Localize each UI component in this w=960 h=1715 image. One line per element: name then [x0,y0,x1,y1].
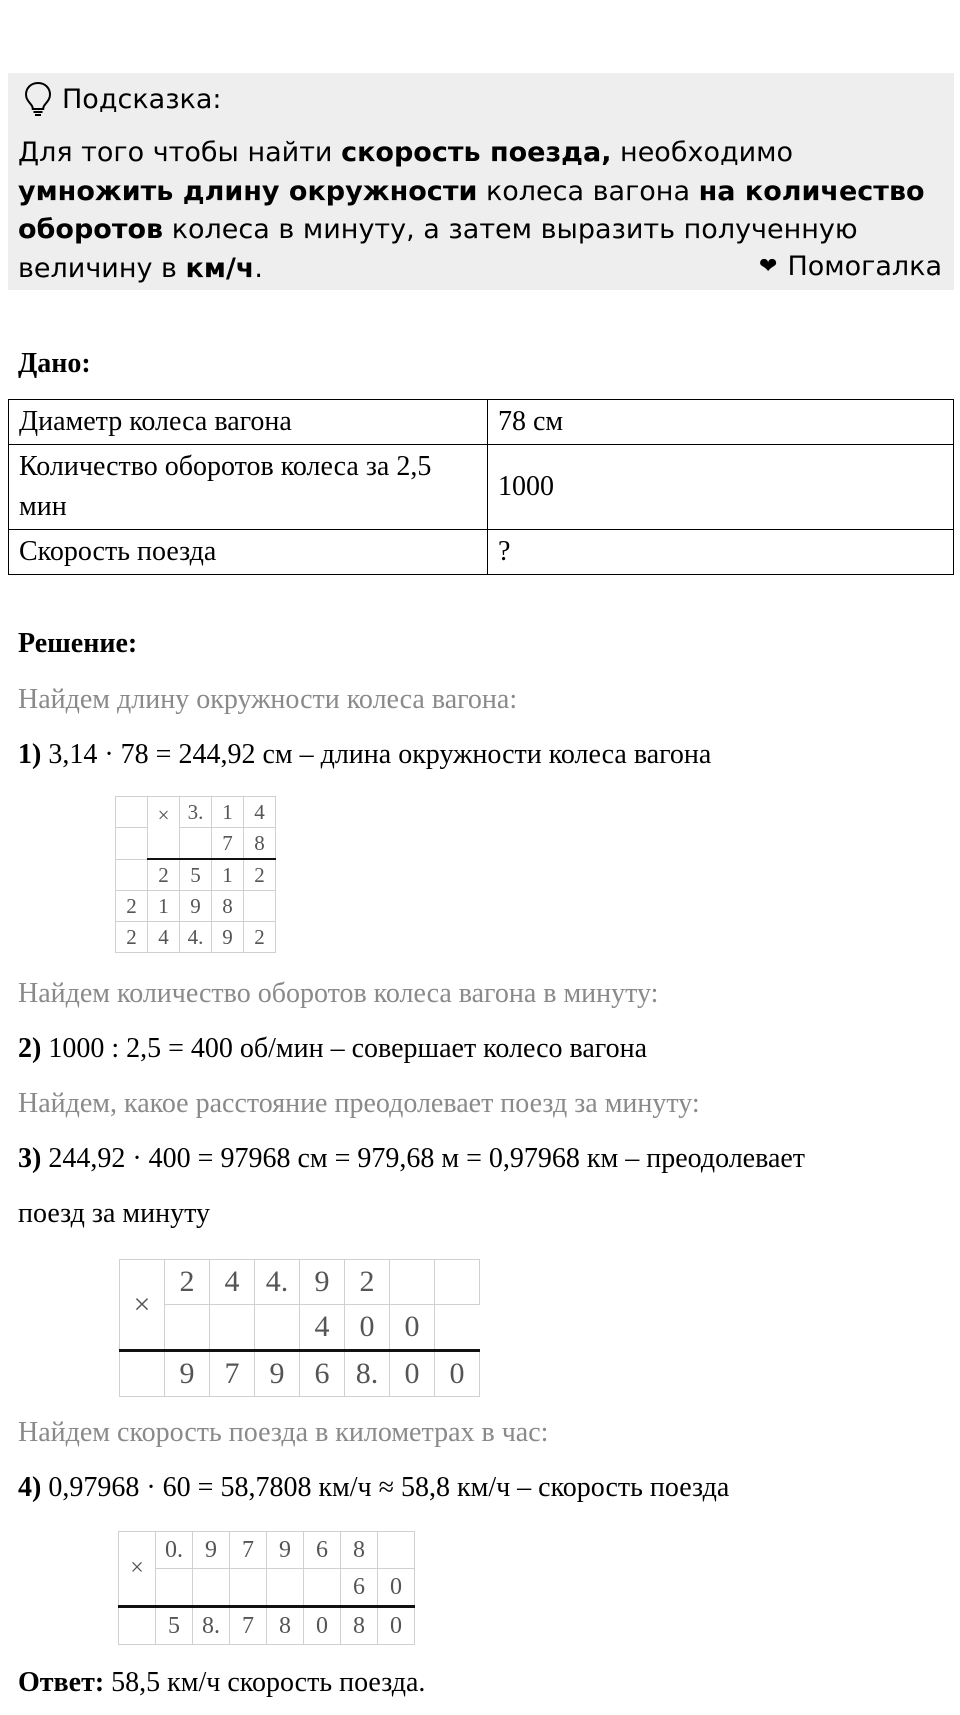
calc-cell [210,1305,255,1351]
calc-cell: 4. [255,1260,300,1305]
hint-text-bold: скорость поезда, [341,137,612,168]
calc-row [120,1305,480,1351]
table-cell-label: Скорость поезда [9,530,488,575]
brand-link[interactable] [759,251,942,282]
hint-text-part: . [254,252,263,284]
calc-cell: 1 [148,891,180,922]
calc-grid-2 [119,1259,480,1397]
calc-cell: 4. [180,922,212,953]
calc-cell: 2 [148,859,180,891]
hint-box [8,73,954,290]
calc-cell: 6 [304,1532,341,1569]
calc-cell: 0 [435,1351,480,1397]
calc-cell: 1 [212,859,244,891]
calc-cell: 9 [212,922,244,953]
calc-cell: 5 [156,1607,193,1645]
hint-text-bold: на количество оборотов [18,175,925,245]
hint-text-bold: км/ч [185,252,255,284]
calc-cell [165,1305,210,1351]
calc-row [119,1532,415,1569]
step-number: 1) [18,739,42,770]
step-number: 3) [18,1143,42,1174]
answer-label: Ответ: [18,1667,105,1698]
step-number: 4) [18,1472,42,1503]
calc-cell [156,1569,193,1607]
calc-cell: × [120,1260,165,1351]
calc-cell [435,1260,480,1305]
brand-label: Помогалка [787,251,942,282]
calc-cell: 9 [300,1260,345,1305]
calc-cell: 2 [116,891,148,922]
calc-cell: 0 [345,1305,390,1351]
calc-cell: 2 [244,859,276,891]
table-row [9,400,954,445]
lightbulb-icon [24,81,52,117]
calc-cell: × [119,1532,156,1607]
calc-cell: 9 [193,1532,230,1569]
calc-cell: 0 [390,1351,435,1397]
calc-row [116,797,276,828]
calc-cell: 5 [180,859,212,891]
table-row [9,445,954,530]
calc-cell [119,1607,156,1645]
calc-row [120,1260,480,1305]
calc-cell: 4 [300,1305,345,1351]
calc-cell [116,797,148,828]
calc-cell [116,828,148,860]
step-text: 244,92 · 400 = 97968 см = 979,68 м = 0,97968 км – преодолевает [41,1143,806,1174]
calc-row [120,1351,480,1397]
table-cell-value: 1000 [488,445,954,530]
calc-row [116,859,276,891]
calc-cell [193,1569,230,1607]
table-cell-label: Количество оборотов колеса за 2,5 мин [9,445,488,530]
calc-cell: 8. [193,1607,230,1645]
step-text: 0,97968 · 60 = 58,7808 км/ч ≈ 58,8 км/ч – скорость поезда [41,1472,730,1503]
hint-text-part: Для того чтобы найти [18,137,342,168]
calc-row [119,1607,415,1645]
calc-grid-3 [118,1531,415,1645]
calc-cell: 0 [378,1607,415,1645]
calc-cell: 0 [304,1607,341,1645]
step-text: 1000 : 2,5 = 400 об/мин – совершает колесо вагона [41,1033,647,1064]
calc-cell: 9 [165,1351,210,1397]
calc-cell [378,1532,415,1569]
calc-cell: 0. [156,1532,193,1569]
hint-title: Подсказка: [62,83,222,115]
calc-cell [267,1569,304,1607]
calc-cell: 7 [230,1532,267,1569]
heart-icon: ❤ [759,254,778,279]
calc-row [116,891,276,922]
calc-cell: 2 [244,922,276,953]
calc-cell: 9 [267,1532,304,1569]
calc-cell: 8 [267,1607,304,1645]
step-number: 2) [18,1033,42,1064]
calc-cell: 6 [300,1351,345,1397]
table-cell-value: 78 см [488,400,954,445]
calc-cell: 7 [212,828,244,860]
table-cell-value: ? [488,530,954,575]
calc-cell [255,1305,300,1351]
calc-cell: × [148,797,180,828]
calc-cell: 8 [341,1607,378,1645]
calc-cell: 1 [212,797,244,828]
table-row [9,530,954,575]
hint-text-bold: умножить длину окружности [18,175,478,207]
calc-cell [116,859,148,891]
given-heading: Дано: [18,348,91,379]
calc-cell [120,1351,165,1397]
calc-cell [244,891,276,922]
step3-intro: Найдем, какое расстояние преодолевает поезд за минуту: [18,1088,700,1119]
calc-cell: 8 [341,1532,378,1569]
given-table [8,399,954,575]
hint-text-part: необходимо [611,137,794,168]
calc-cell: 8 [212,891,244,922]
step-text: 3,14 · 78 = 244,92 см – длина окружности колеса вагона [41,739,712,770]
calc-row [119,1569,415,1607]
step4-intro: Найдем скорость поезда в километрах в час: [18,1417,549,1448]
step1-line [18,739,711,771]
calc-cell: 9 [180,891,212,922]
calc-grid-1 [115,796,276,953]
calc-cell [230,1569,267,1607]
step1-intro: Найдем длину окружности колеса вагона: [18,684,518,715]
step2-line [18,1033,647,1065]
calc-cell: 6 [341,1569,378,1607]
calc-cell: 7 [230,1607,267,1645]
calc-cell [390,1260,435,1305]
calc-cell: 7 [210,1351,255,1397]
calc-cell [180,828,212,860]
answer-line [18,1667,425,1699]
calc-cell: 2 [165,1260,210,1305]
calc-cell: 2 [116,922,148,953]
calc-row [116,828,276,860]
step3-line-cont: поезд за минуту [18,1198,210,1229]
calc-cell: 4 [244,797,276,828]
step4-line [18,1472,729,1504]
step2-intro: Найдем количество оборотов колеса вагона в минуту: [18,978,659,1009]
calc-cell: 8 [244,828,276,860]
answer-text: 58,5 км/ч скорость поезда. [104,1667,426,1698]
hint-text-part: колеса вагона [477,175,699,207]
calc-cell [304,1569,341,1607]
calc-cell: 0 [390,1305,435,1351]
calc-cell: 3. [180,797,212,828]
calc-cell: 4 [210,1260,255,1305]
step3-line [18,1143,805,1175]
calc-cell [148,828,180,860]
calc-cell: 8. [345,1351,390,1397]
table-cell-label: Диаметр колеса вагона [9,400,488,445]
solution-heading: Решение: [18,628,138,659]
calc-row [116,922,276,953]
calc-cell: 4 [148,922,180,953]
calc-cell: 0 [378,1569,415,1607]
hint-header [24,81,222,117]
hint-text-part: колеса в минуту, а затем выразить полученную величину в [18,214,858,284]
calc-cell: 2 [345,1260,390,1305]
calc-cell: 9 [255,1351,300,1397]
